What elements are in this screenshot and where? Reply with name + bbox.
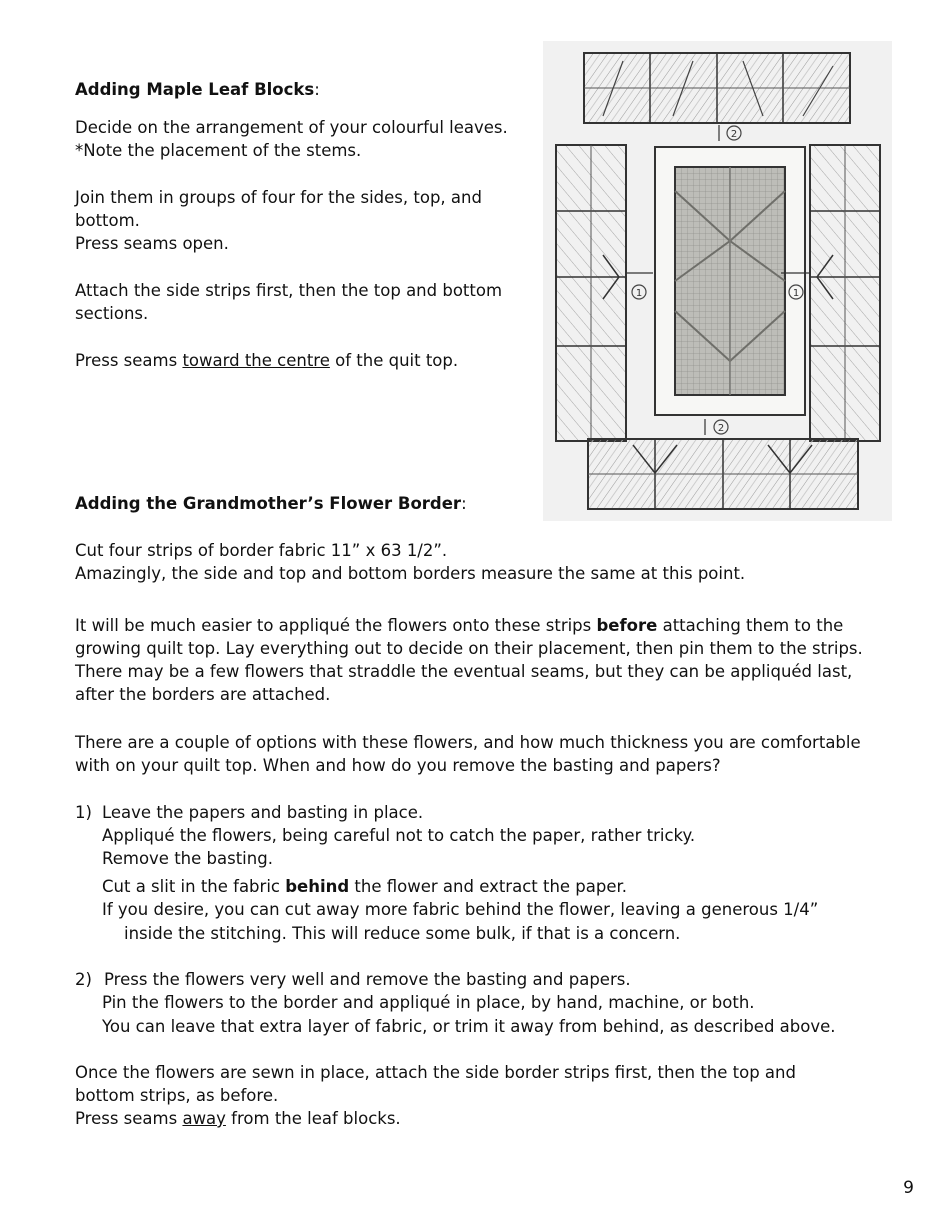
option-1-line: Appliqué the flowers, being careful not to catch the paper, rather tricky. [102, 826, 696, 845]
option-1-line: If you desire, you can cut away more fabric behind the flower, leaving a generous 1/4” [102, 900, 819, 919]
paragraph-line: There may be a few flowers that straddle the eventual seams, but they can be appliquéd last, [75, 662, 853, 681]
paragraph-line: Amazingly, the side and top and bottom borders measure the same at this point. [75, 564, 746, 583]
paragraph-line: Press seams away from the leaf blocks. [75, 1109, 401, 1128]
quilt-layout-diagram [543, 41, 892, 521]
seam-order-label: 2 [717, 423, 725, 434]
paragraph-line: Cut four strips of border fabric 11” x 63 1/2”. [75, 541, 448, 560]
right-leaf-strip [810, 145, 880, 441]
seam-order-label: 2 [730, 129, 738, 140]
paragraph-line: Join them in groups of four for the sides, top, and [75, 188, 482, 207]
paragraph-line: growing quilt top. Lay everything out to decide on their placement, then pin them to the strips. [75, 639, 863, 658]
option-2-line: Press the flowers very well and remove the basting and papers. [104, 970, 631, 989]
page-number: 9 [903, 1178, 914, 1198]
paragraph-line: *Note the placement of the stems. [75, 141, 362, 160]
bottom-leaf-strip [588, 439, 858, 509]
paragraph-line: Decide on the arrangement of your colourful leaves. [75, 118, 508, 137]
left-leaf-strip [556, 145, 626, 441]
paragraph-line: sections. [75, 304, 149, 323]
seam-arrow-left [627, 273, 653, 299]
paragraph-line: after the borders are attached. [75, 685, 331, 704]
emphasis-behind: behind [285, 877, 350, 896]
top-leaf-strip [584, 53, 850, 123]
option-1-line: Remove the basting. [102, 849, 273, 868]
paragraph-line: Press seams open. [75, 234, 229, 253]
emphasis-before: before [596, 616, 658, 635]
paragraph-line: Press seams toward the centre of the quit top. [75, 351, 459, 370]
seam-order-label: 1 [792, 288, 800, 299]
paragraph-line: Attach the side strips first, then the top and bottom [75, 281, 503, 300]
seam-arrow-top [719, 125, 741, 141]
center-quilt-top [655, 147, 805, 415]
seam-arrow-bottom [705, 419, 728, 435]
option-2-number: 2) [75, 970, 92, 989]
option-2-line: Pin the flowers to the border and appliqué in place, by hand, machine, or both. [102, 993, 755, 1012]
option-2-line: You can leave that extra layer of fabric, or trim it away from behind, as described above. [102, 1017, 836, 1036]
option-1-line: Leave the papers and basting in place. [102, 803, 424, 822]
option-1-number: 1) [75, 803, 92, 822]
paragraph-line: bottom. [75, 211, 140, 230]
option-1-line: Cut a slit in the fabric behind the flower and extract the paper. [102, 877, 628, 896]
underlined-phrase: toward the centre [182, 351, 330, 370]
section-heading-flower-border: Adding the Grandmother’s Flower Border: [75, 494, 467, 513]
underlined-away: away [182, 1109, 226, 1128]
seam-order-label: 1 [635, 288, 643, 299]
paragraph-line: with on your quilt top. When and how do you remove the basting and papers? [75, 756, 721, 775]
paragraph-line: It will be much easier to appliqué the flowers onto these strips before attaching them to the [75, 616, 844, 635]
paragraph-line: Once the flowers are sewn in place, attach the side border strips first, then the top and [75, 1063, 796, 1082]
paragraph-line: bottom strips, as before. [75, 1086, 279, 1105]
section-heading-maple-leaf: Adding Maple Leaf Blocks: [75, 80, 320, 99]
paragraph-line: There are a couple of options with these flowers, and how much thickness you are comfortable [75, 733, 861, 752]
option-1-line: inside the stitching. This will reduce some bulk, if that is a concern. [124, 924, 681, 943]
